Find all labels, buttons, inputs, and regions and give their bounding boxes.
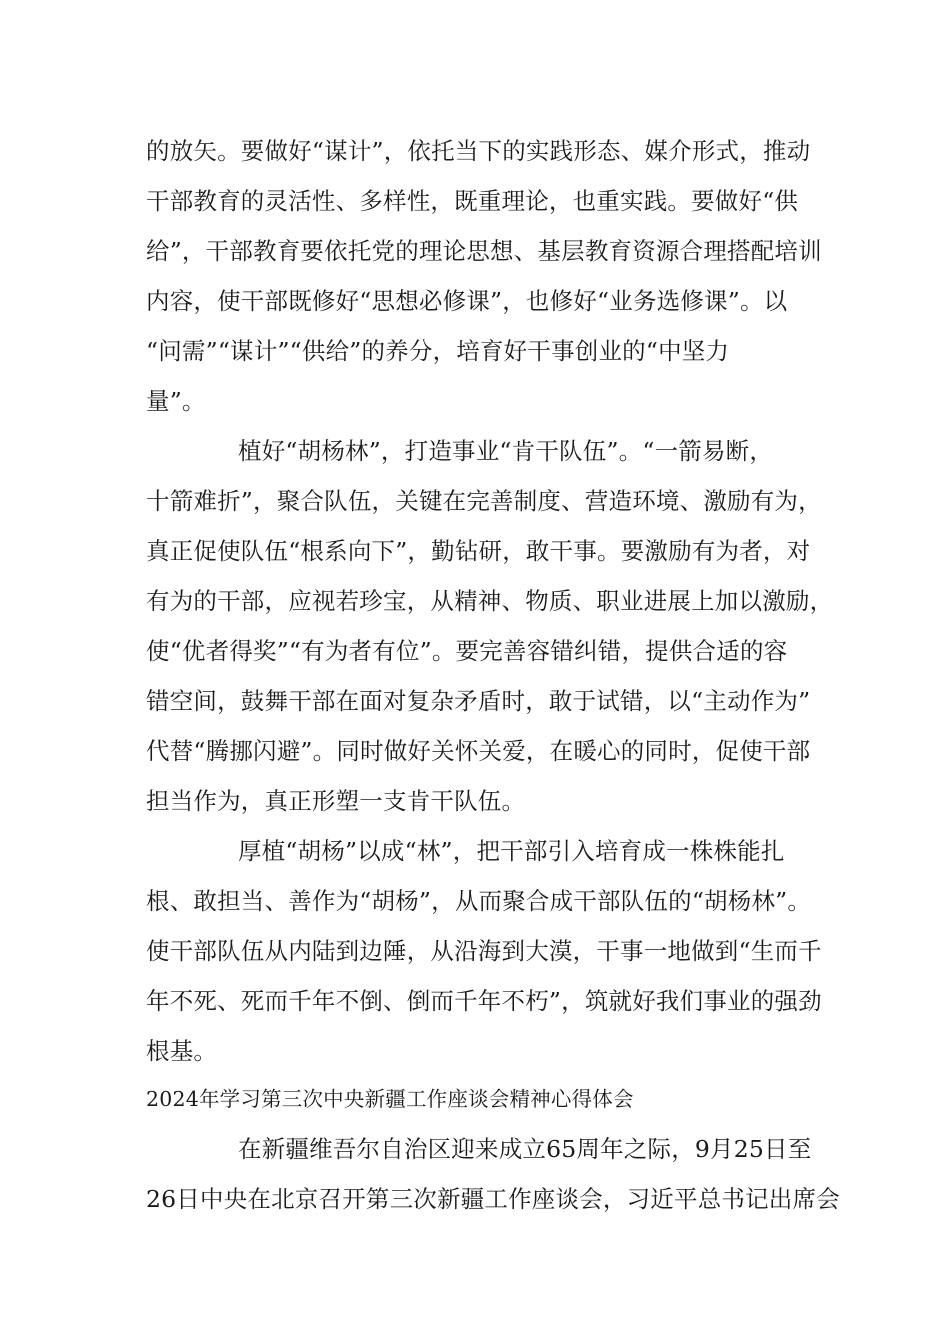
body-text-line: 年不死、死而千年不倒、倒而千年不朽”，筑就好我们事业的强劲 [146, 987, 822, 1015]
body-text-line: 量”。 [146, 387, 206, 415]
body-text-line: 根基。 [146, 1037, 218, 1065]
section-title: 2024年学习第三次中央新疆工作座谈会精神心得体会 [146, 1087, 634, 1111]
paragraph-first-line: 植好“胡杨林”，打造事业“肯干队伍”。“一箭易断， [238, 437, 774, 465]
body-text-line: 错空间，鼓舞干部在面对复杂矛盾时，敢于试错，以“主动作为” [146, 687, 811, 715]
body-text-line: 使干部队伍从内陆到边陲，从沿海到大漠，干事一地做到“生而千 [146, 937, 822, 965]
body-text-line: 十箭难折”，聚合队伍，关键在完善制度、营造环境、激励有为， [146, 487, 822, 515]
body-text-line: 根、敢担当、善作为“胡杨”，从而聚合成干部队伍的“胡杨林”。 [146, 887, 812, 915]
body-text-line: 担当作为，真正形塑一支肯干队伍。 [146, 787, 526, 815]
paragraph-first-line: 在新疆维吾尔自治区迎来成立65周年之际，9月25日至 [238, 1135, 812, 1163]
paragraph-first-line: 厚植“胡杨”以成“林”，把干部引入培育成一株株能扎 [238, 837, 785, 865]
body-text-line: 干部教育的灵活性、多样性，既重理论，也重实践。要做好“供 [146, 187, 799, 215]
body-text-line: 使“优者得奖”“有为者有位”。要完善容错纠错，提供合适的容 [146, 637, 788, 665]
body-text-line: 给”，干部教育要依托党的理论思想、基层教育资源合理搭配培训 [146, 237, 822, 265]
body-text-line: 代替“腾挪闪避”。同时做好关怀关爱，在暖心的同时，促使干部 [146, 737, 811, 765]
body-text-line: 26日中央在北京召开第三次新疆工作座谈会，习近平总书记出席会 [146, 1185, 840, 1213]
body-text-line: 内容，使干部既修好“思想必修课”，也修好“业务选修课”。以 [146, 287, 788, 315]
body-text-line: 的放矢。要做好“谋计”，依托当下的实践形态、媒介形式，推动 [146, 137, 811, 165]
body-text-line: “问需”“谋计”“供给”的养分，培育好干事创业的“中坚力 [146, 337, 730, 365]
body-text-line: 真正促使队伍“根系向下”，勤钻研，敢干事。要激励有为者，对 [146, 537, 811, 565]
body-text-line: 有为的干部，应视若珍宝，从精神、物质、职业进展上加以激励， [146, 587, 834, 615]
